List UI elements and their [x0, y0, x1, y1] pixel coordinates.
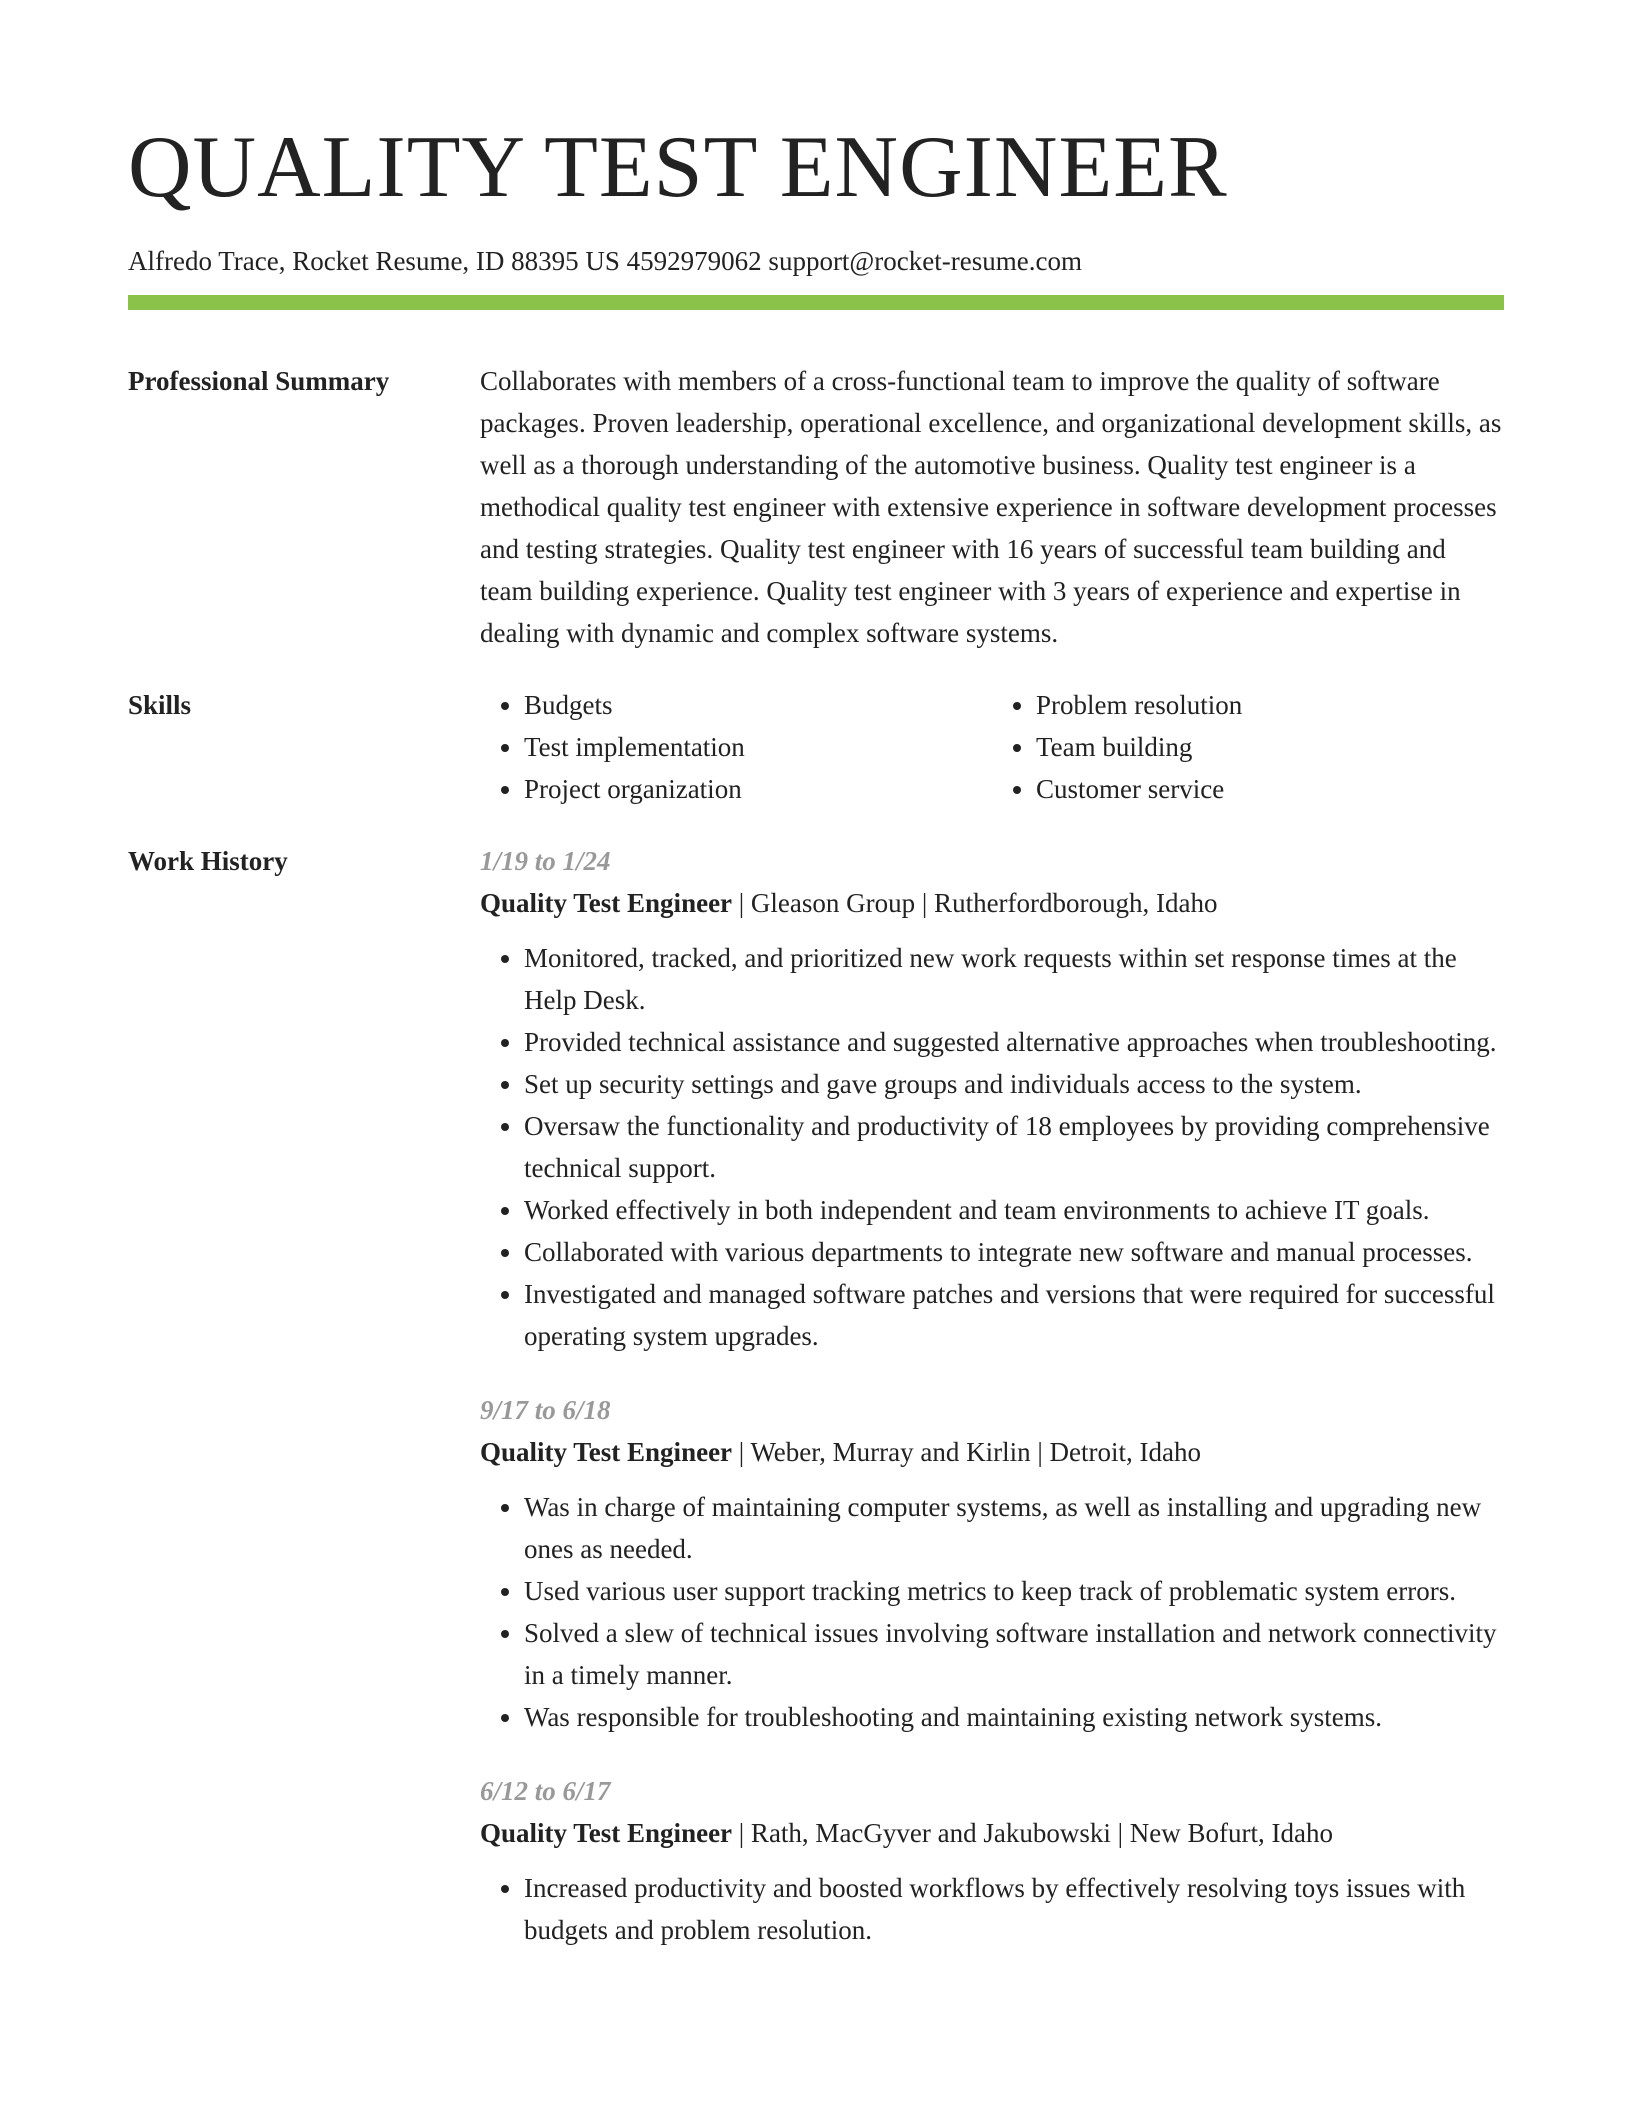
- accent-divider: [128, 295, 1504, 310]
- job-bullet: • Worked effectively in both independent and team environments to achieve IT goals.: [524, 1189, 1504, 1231]
- job-bullet: • Was responsible for troubleshooting and maintaining existing network systems.: [524, 1696, 1504, 1738]
- summary-heading: Professional Summary: [128, 366, 390, 396]
- job-details: | Weber, Murray and Kirlin | Detroit, Idaho: [732, 1437, 1201, 1467]
- job-heading: [480, 882, 1504, 924]
- job-bullets: [480, 937, 1504, 1357]
- job-bullet: • Provided technical assistance and suggested alternative approaches when troubleshooting.: [524, 1021, 1504, 1063]
- work-history-section: [128, 840, 1504, 1983]
- skills-column-left: [480, 684, 992, 810]
- job-bullet: • Set up security settings and gave groups and individuals access to the system.: [524, 1063, 1504, 1105]
- resume-page: [128, 0, 1504, 1983]
- skill-item: • Test implementation: [524, 726, 992, 768]
- skills-column-right: [992, 684, 1504, 810]
- job-title: Quality Test Engineer: [480, 888, 733, 918]
- skills-section: [128, 684, 1504, 810]
- job-details: | Gleason Group | Rutherfordborough, Idaho: [732, 888, 1218, 918]
- job-bullet: • Collaborated with various departments to integrate new software and manual processes.: [524, 1231, 1504, 1273]
- job-dates: 6/12 to 6/17: [480, 1776, 611, 1806]
- summary-text: Collaborates with members of a cross-functional team to improve the quality of software packages. Proven leadership, operational excellence, and organizational development skills, as well as a thorough understanding of the automotive business. Quality test engineer is a methodical quality test engineer with extensive experience in software development processes and testing strategies. Quality test engineer with 16 years of successful team building and team building experience. Quality test engineer with 3 years of experience and expertise in dealing with dynamic and complex software systems.: [480, 366, 1502, 648]
- job-bullet: • Increased productivity and boosted workflows by effectively resolving toys issues with budgets and problem resolution.: [524, 1867, 1504, 1951]
- summary-section: [128, 360, 1504, 654]
- job-bullet: • Solved a slew of technical issues involving software installation and network connectivity in a timely manner.: [524, 1612, 1504, 1696]
- job-dates: 9/17 to 6/18: [480, 1395, 611, 1425]
- job-bullet: • Was in charge of maintaining computer systems, as well as installing and upgrading new ones as needed.: [524, 1486, 1504, 1570]
- job-bullet: • Monitored, tracked, and prioritized new work requests within set response times at the Help Desk.: [524, 937, 1504, 1021]
- job-entry: [480, 1389, 1504, 1738]
- job-list: [480, 840, 1504, 1983]
- skills-heading: Skills: [128, 690, 192, 720]
- job-heading: [480, 1431, 1504, 1473]
- skill-item: • Customer service: [1036, 768, 1504, 810]
- job-bullet: • Oversaw the functionality and productivity of 18 employees by providing comprehensive technical support.: [524, 1105, 1504, 1189]
- job-title: Quality Test Engineer: [480, 1818, 733, 1848]
- job-bullet: • Investigated and managed software patches and versions that were required for successful operating system upgrades.: [524, 1273, 1504, 1357]
- job-entry: [480, 840, 1504, 1357]
- job-entry: [480, 1770, 1504, 1951]
- skill-item: • Budgets: [524, 684, 992, 726]
- page-title: QUALITY TEST ENGINEER: [128, 119, 1228, 216]
- job-dates: 1/19 to 1/24: [480, 846, 611, 876]
- work-history-heading: Work History: [128, 846, 288, 876]
- skill-item: • Problem resolution: [1036, 684, 1504, 726]
- job-bullets: [480, 1486, 1504, 1738]
- contact-info: Alfredo Trace, Rocket Resume, ID 88395 US 4592979062 support@rocket-resume.com: [128, 246, 1082, 276]
- skill-item: • Team building: [1036, 726, 1504, 768]
- job-heading: [480, 1812, 1504, 1854]
- job-bullet: • Used various user support tracking metrics to keep track of problematic system errors.: [524, 1570, 1504, 1612]
- job-title: Quality Test Engineer: [480, 1437, 733, 1467]
- job-bullets: [480, 1867, 1504, 1951]
- skill-item: • Project organization: [524, 768, 992, 810]
- skills-list: [480, 684, 1504, 810]
- job-details: | Rath, MacGyver and Jakubowski | New Bofurt, Idaho: [732, 1818, 1333, 1848]
